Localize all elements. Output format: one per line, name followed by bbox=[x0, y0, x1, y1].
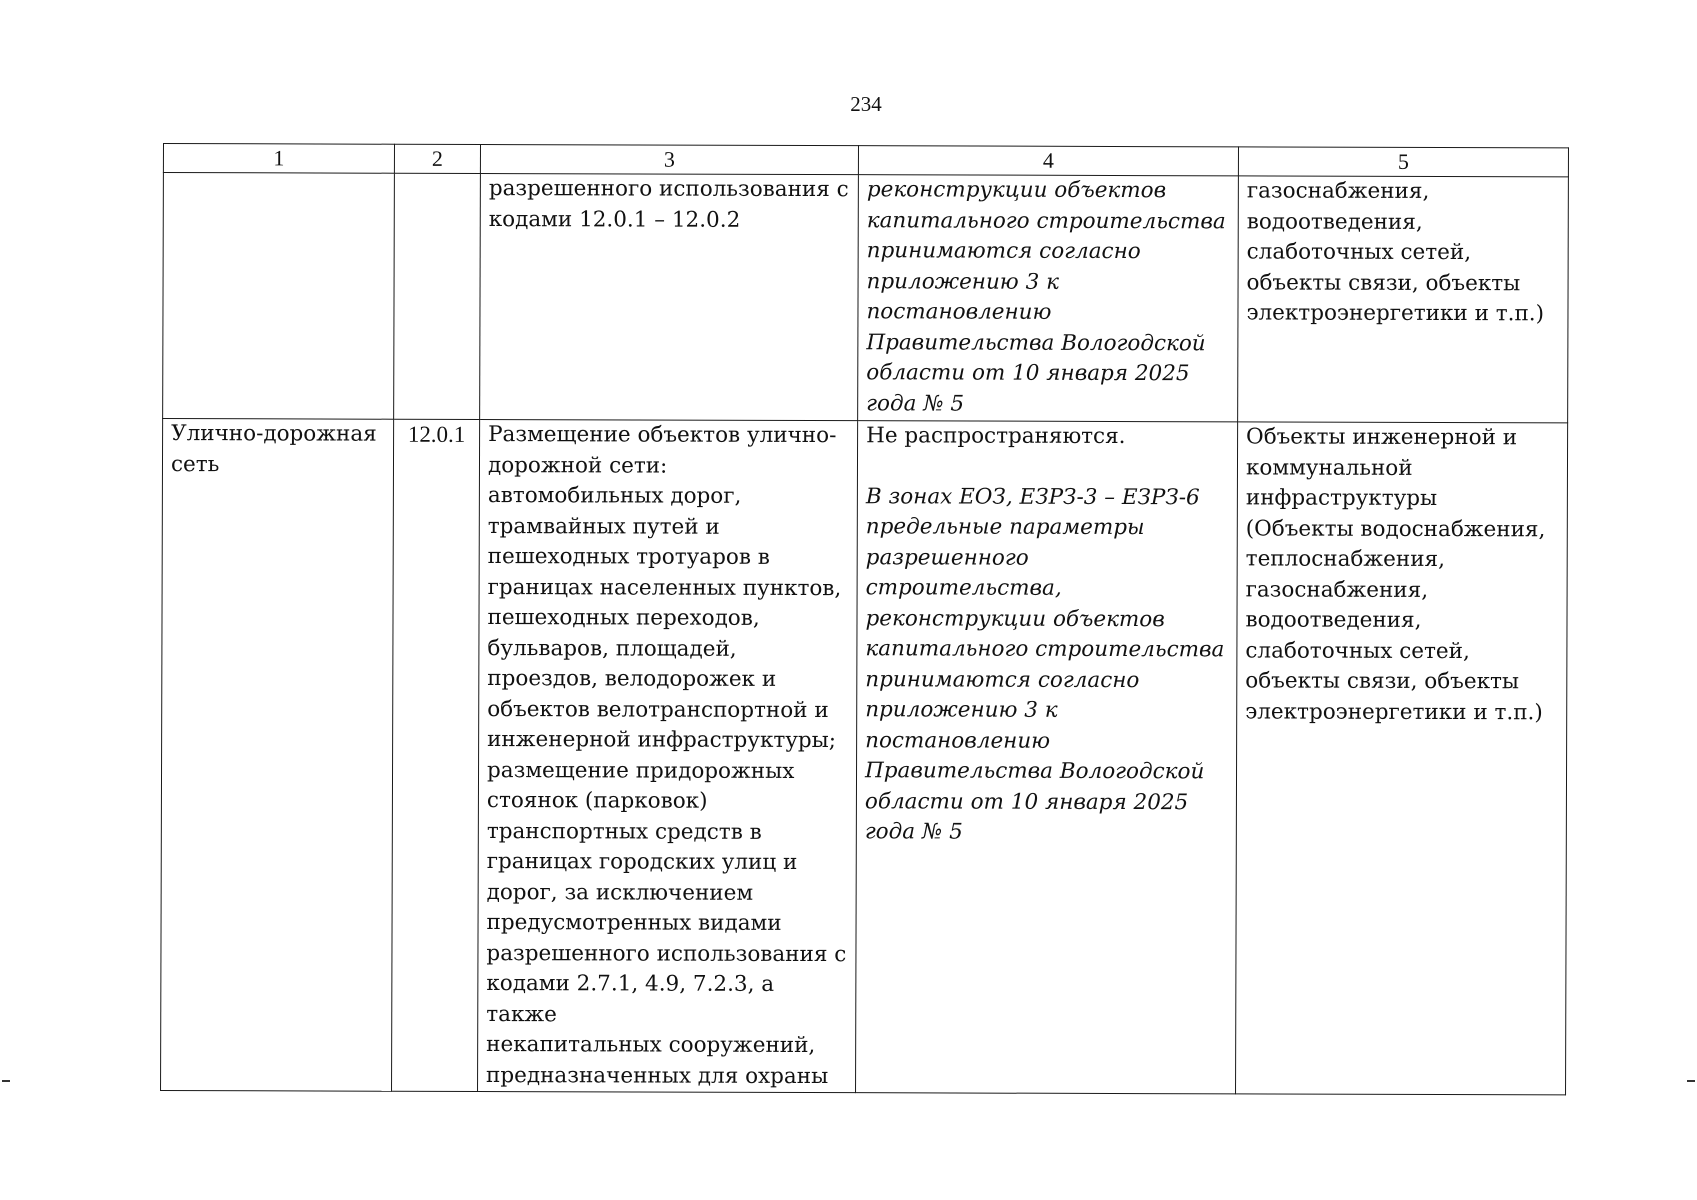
parameters-cell: реконструкции объектов капитального строительства принимаются согласно приложению 3 к постановлению Правительства Вологодской области от 10 января 2025 года № 5 bbox=[858, 175, 1239, 422]
use-name-cell bbox=[163, 173, 395, 420]
table-header-row bbox=[163, 144, 1568, 177]
column-header-1: 1 bbox=[163, 144, 394, 174]
page-number: 234 bbox=[850, 92, 882, 116]
column-header-4: 4 bbox=[858, 146, 1238, 176]
column-header-5: 5 bbox=[1238, 147, 1568, 177]
column-header-2: 2 bbox=[394, 144, 480, 173]
scan-edge-mark-right bbox=[1687, 1080, 1695, 1082]
parameters-italic-text: В зонах ЕОЗ, ЕЗРЗ-3 – ЕЗРЗ-6 предельные параметры разрешенного строительства, реконструкции объектов капитального строительства принимаются согласно приложению 3 к постановлению Правительства Вологодской области от 10 января 2025 года № 5 bbox=[864, 483, 1225, 845]
use-name-cell: Улично-дорожная сеть bbox=[161, 419, 394, 1092]
auxiliary-objects-cell: Объекты инженерной и коммунальной инфраструктуры (Объекты водоснабжения, теплоснабжения, газоснабжения, водоотведения, слаботочных сетей, объекты связи, объекты электроэнергетики и т.п.) bbox=[1236, 422, 1568, 1095]
land-use-table bbox=[160, 143, 1569, 1095]
use-description-cell: разрешенного использования с кодами 12.0.1 – 12.0.2 bbox=[480, 173, 859, 420]
table-row bbox=[163, 173, 1569, 423]
auxiliary-objects-cell: газоснабжения, водоотведения, слаботочных сетей, объекты связи, объекты электроэнергетики и т.п.) bbox=[1238, 176, 1569, 423]
column-header-3: 3 bbox=[480, 144, 858, 174]
use-code-cell: 12.0.1 bbox=[392, 419, 480, 1091]
use-description-cell: Размещение объектов улично- дорожной сети: автомобильных дорог, трамвайных путей и пешеходных тротуаров в границах населенных пунктов, пешеходных переходов, бульваров, площадей, проездов, велодорожек и объектов велотранспортной и инженерной инфраструктуры; размещение придорожных стоянок (парковок) транспортных средств в границах городских улиц и дорог, за исключением предусмотренных видами разрешенного использования с кодами 2.7.1, 4.9, 7.2.3, а также некапитальных сооружений, предназначенных для охраны bbox=[478, 419, 858, 1092]
parameters-cell bbox=[856, 421, 1238, 1094]
parameters-plain-text: Не распространяются. bbox=[866, 423, 1126, 450]
use-code-cell bbox=[394, 173, 481, 419]
paragraph-spacer bbox=[866, 452, 1229, 483]
table-row bbox=[161, 419, 1568, 1095]
scan-edge-mark-left bbox=[2, 1080, 10, 1082]
